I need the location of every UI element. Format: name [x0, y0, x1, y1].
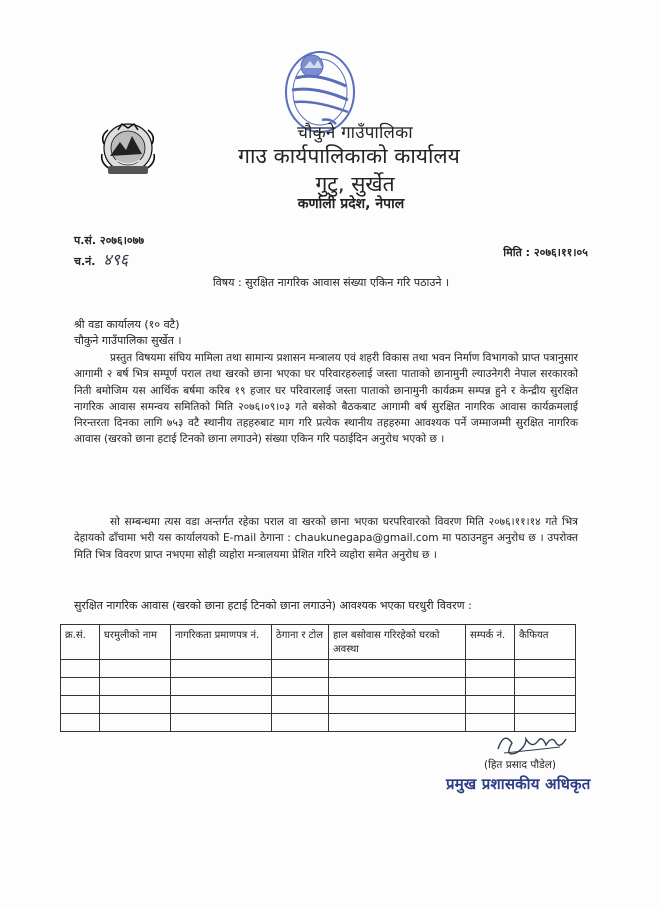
household-details-table — [60, 624, 576, 732]
col-serial: क्र.सं. — [61, 625, 100, 660]
addressee-line-2: चौकुने गाउँपालिका सुर्खेत । — [74, 334, 182, 347]
col-remarks: कैफियत — [515, 625, 576, 660]
col-citizenship: नागरिकता प्रमाणपत्र नं. — [171, 625, 272, 660]
handwritten-signature — [494, 727, 570, 761]
body-paragraph-1: प्रस्तुत विषयमा संघिय मामिला तथा सामान्य प्रशासन मन्त्रालय एवं शहरी विकास तथा भवन निर्माण विभागको प्राप्त पत्रानुसार आगामी २ बर्ष भित्र सम्पूर्ण पराल तथा खरको छाना भएका घर परिवारहरुलाई जस्ता पाताको छानामुनी ल्याउनेगरी नेपाल सरकारको निती बमोजिम यस आर्थिक बर्षमा करिब १९ हजार घर परिवारलाई जस्ता पाताको छानामुनी कार्यक्रम सम्पन्न हुने र केन्द्रीय सुरक्षित नागरिक आवास समन्वय समितिको मिति २०७६।०९।०३ गते बसेको बैठकबाट आगामी बर्ष सुरक्षित नागरिक आवास कार्यक्रमलाई निरन्तरता दिनका लागि ७५३ वटै स्थानीय तहहरुबाट माग गरि प्रत्येक स्थानीय तहहरुमा आवश्यक पर्ने जम्माजम्मी सुरक्षित नागरिक आवास (खरको छाना हटाई टिनको छाना लगाउने) संख्या एकिन गरि पठाईदिन अनुरोध भएको छ । — [74, 352, 578, 446]
table-body — [61, 660, 576, 732]
province-name: कर्णाली प्रदेश, नेपाल — [297, 196, 405, 212]
addressee-line-1: श्री वडा कार्यालय (१० वटै) — [74, 318, 180, 331]
table-row — [61, 660, 576, 678]
table-intro: सुरक्षित नागरिक आवास (खरको छाना हटाई टिनको छाना लगाउने) आवश्यक भएका घरधुरी विवरण : — [74, 599, 472, 612]
table-row — [61, 678, 576, 696]
table-row — [61, 696, 576, 714]
letter-date: मिति : २०७६।११।०५ — [503, 246, 588, 259]
signatory-name: (हित प्रसाद पौडेल) — [484, 759, 556, 771]
office-name: गाउ कार्यपालिकाको कार्यालय — [238, 144, 460, 168]
col-household-head: घरमुलीको नाम — [100, 625, 171, 660]
body-paragraph-2: सो सम्बन्धमा त्यस वडा अन्तर्गत रहेका पराल वा खरको छाना भएका घरपरिवारको विवरण मिति २०७६।११।१४ गते भित्र देहायको ढाँचामा भरी यस कार्यालयको E-mail ठेगाना : chaukunegapa@gmail.com मा पठाउनहुन अनुरोध छ । उपरोक्त मिति भित्र विवरण प्राप्त नभएमा सोही व्यहोरा मन्त्रालयमा प्रेशित गरिने व्यहोरा समेत अनुरोध छ । — [74, 516, 578, 561]
letter-subject: विषय : सुरक्षित नागरिक आवास संख्या एकिन गरि पठाउने । — [212, 276, 450, 289]
col-address: ठेगाना र टोल — [272, 625, 329, 660]
municipality-name: चौकुने गाउँपालिका — [297, 123, 413, 143]
office-location: गुटु, सुर्खेत — [315, 172, 395, 196]
col-contact: सम्पर्क नं. — [466, 625, 515, 660]
patra-sankhya: प.सं. २०७६।०७७ — [74, 234, 145, 247]
chalani-label: च.नं. — [74, 255, 96, 268]
signatory-role-stamp: प्रमुख प्रशासकीय अधिकृत — [446, 775, 591, 793]
chalani-handwritten-value: ४९६ — [103, 250, 129, 269]
col-house-status: हाल बसोवास गरिरहेको घरको अवस्था — [329, 625, 466, 660]
table-header-row — [61, 625, 576, 660]
chalani-number — [74, 248, 128, 270]
